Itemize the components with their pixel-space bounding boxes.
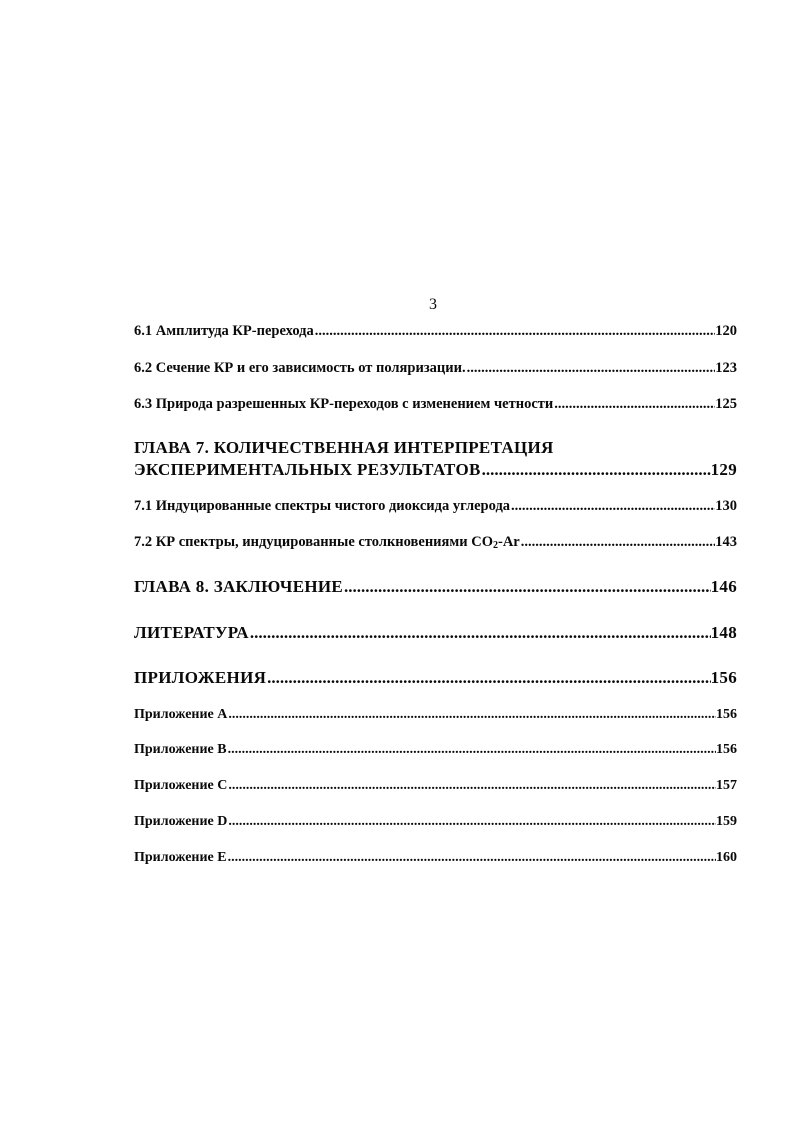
toc-entry-title: 6.3 Природа разрешенных КР-переходов с изменением четности xyxy=(134,396,554,412)
dot-leader xyxy=(266,668,710,688)
toc-entry-title: Приложение А xyxy=(134,707,228,722)
toc-entry-title: Приложение D xyxy=(134,814,228,829)
toc-entry-appendix-b[interactable] xyxy=(134,742,737,758)
dot-leader xyxy=(553,396,715,413)
toc-entry-page: 143 xyxy=(715,534,737,550)
toc-entry-page: 129 xyxy=(710,460,737,479)
toc-entry-appendix-d[interactable] xyxy=(134,814,737,830)
toc-entry-chapter-8[interactable] xyxy=(134,577,737,597)
toc-entry-title: 6.1 Амплитуда КР-перехода xyxy=(134,323,314,339)
page-number: 3 xyxy=(429,296,437,313)
toc-entry-title: Приложение Е xyxy=(134,850,227,865)
dot-leader xyxy=(314,323,716,340)
toc-entry-page: 156 xyxy=(710,668,737,687)
toc-entry-appendix-e[interactable] xyxy=(134,850,737,866)
toc-entry-title xyxy=(134,534,520,551)
dot-leader xyxy=(466,360,716,377)
toc-entry-page: 157 xyxy=(716,778,737,793)
dot-leader xyxy=(510,498,715,515)
dot-leader xyxy=(227,850,716,866)
toc-entry-page: 159 xyxy=(716,814,737,829)
dot-leader xyxy=(227,778,716,794)
toc-entry-title: 7.1 Индуцированные спектры чистого диоксида углерода xyxy=(134,498,511,514)
toc-entry-title: 6.2 Сечение КР и его зависимость от поляризации. xyxy=(134,360,466,376)
title-text: 7.2 КР спектры, индуцированные столкновениями CO xyxy=(134,534,493,550)
toc-entry-title: ЭКСПЕРИМЕНТАЛЬНЫХ РЕЗУЛЬТАТОВ xyxy=(134,460,481,479)
subscript: 2 xyxy=(492,540,498,551)
toc-entry-page: 156 xyxy=(716,707,737,722)
toc-entry-6-3[interactable] xyxy=(134,396,737,413)
toc-entry-title: Приложение В xyxy=(134,742,227,757)
toc-chapter-7-title-line1: ГЛАВА 7. КОЛИЧЕСТВЕННАЯ ИНТЕРПРЕТАЦИЯ xyxy=(134,438,554,457)
toc-entry-chapter-7[interactable] xyxy=(134,460,737,480)
toc-entry-page: 160 xyxy=(716,850,737,865)
dot-leader xyxy=(481,460,711,480)
dot-leader xyxy=(520,534,716,551)
title-text-end: -Ar xyxy=(497,534,520,550)
dot-leader xyxy=(249,623,711,643)
toc-entry-7-1[interactable] xyxy=(134,498,737,515)
toc-entry-6-1[interactable] xyxy=(134,323,737,340)
toc-entry-page: 156 xyxy=(716,742,737,757)
toc-entry-page: 123 xyxy=(715,360,737,376)
dot-leader xyxy=(227,814,716,830)
toc-entry-appendix-c[interactable] xyxy=(134,778,737,794)
toc-entry-title: ГЛАВА 8. ЗАКЛЮЧЕНИЕ xyxy=(134,577,344,596)
toc-entry-page: 148 xyxy=(710,623,737,642)
dot-leader xyxy=(343,577,711,597)
dot-leader xyxy=(227,742,716,758)
toc-entry-6-2[interactable] xyxy=(134,360,737,377)
toc-entry-appendices[interactable] xyxy=(134,668,737,688)
toc-entry-page: 130 xyxy=(715,498,737,514)
toc-entry-title: ЛИТЕРАТУРА xyxy=(134,623,249,642)
toc-entry-page: 146 xyxy=(710,577,737,596)
toc-entry-title: ПРИЛОЖЕНИЯ xyxy=(134,668,267,687)
dot-leader xyxy=(227,707,716,723)
toc-entry-page: 125 xyxy=(715,396,737,412)
toc-entry-title: Приложение С xyxy=(134,778,228,793)
toc-entry-appendix-a[interactable] xyxy=(134,707,737,723)
toc-entry-7-2[interactable] xyxy=(134,534,737,551)
toc-entry-literature[interactable] xyxy=(134,623,737,643)
toc-entry-page: 120 xyxy=(715,323,737,339)
